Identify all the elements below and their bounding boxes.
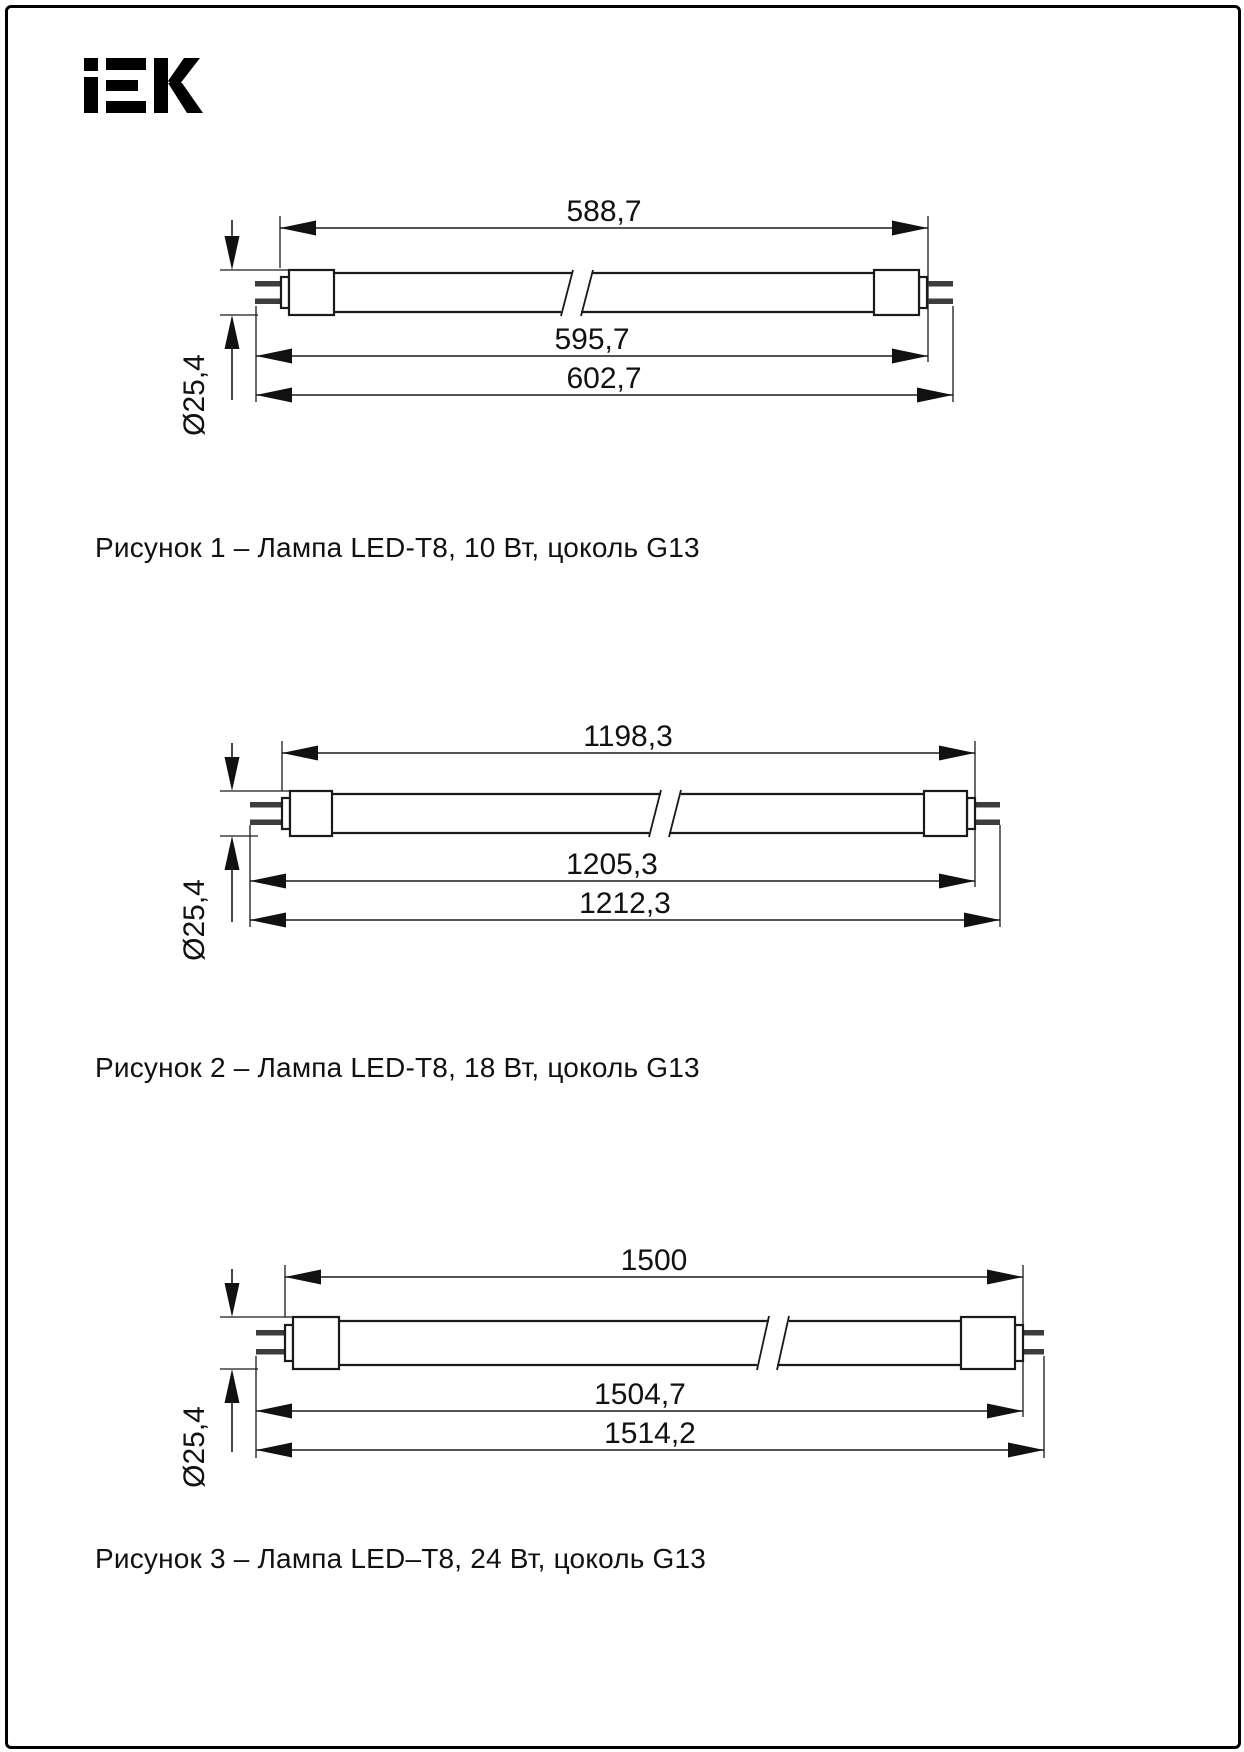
fig2-lamp xyxy=(250,790,1000,837)
fig2-diameter-value: Ø25,4 xyxy=(178,879,211,961)
figure-1-drawing xyxy=(140,180,1020,470)
fig3-dimension-diameter xyxy=(178,1269,240,1488)
figure-3-caption: Рисунок 3 – Лампа LED–T8, 24 Вт, цоколь G13 xyxy=(95,1543,707,1574)
fig2-dimension-middle xyxy=(250,848,975,889)
figure-2-drawing xyxy=(140,700,1060,1000)
fig1-cap-right xyxy=(874,270,919,315)
fig2-break-mark-icon xyxy=(649,790,681,837)
figure-2-caption: Рисунок 2 – Лампа LED-T8, 18 Вт, цоколь G13 xyxy=(95,1052,700,1083)
fig3-pin-left-top xyxy=(256,1330,287,1336)
fig2-dim-top-value: 1198,3 xyxy=(583,720,673,753)
fig2-cap-left-lip xyxy=(282,798,290,829)
fig3-dimension-top xyxy=(285,1244,1023,1285)
fig3-pin-right-bottom xyxy=(1022,1349,1044,1355)
fig2-cap-right-lip xyxy=(967,798,975,829)
fig2-dimension-top xyxy=(282,720,975,761)
fig2-cap-right xyxy=(924,791,967,836)
fig1-dimension-diameter xyxy=(178,220,240,436)
fig1-dimension-middle xyxy=(256,323,928,364)
fig1-cap-left-lip xyxy=(281,277,289,308)
iek-logo xyxy=(82,58,204,114)
fig2-pin-right-bottom xyxy=(974,820,1000,826)
fig3-dim-top-value: 1500 xyxy=(620,1244,688,1277)
fig1-pin-left-bottom xyxy=(255,299,283,305)
fig2-dimension-bottom xyxy=(250,887,1000,928)
fig2-pin-left-top xyxy=(250,802,283,808)
fig3-dim-mid-value: 1504,7 xyxy=(594,1378,686,1411)
fig1-cap-right-lip xyxy=(919,277,927,308)
fig3-dimension-bottom xyxy=(256,1417,1044,1458)
fig1-pin-right-bottom xyxy=(926,299,953,305)
figure-1-caption: Рисунок 1 – Лампа LED-T8, 10 Вт, цоколь G13 xyxy=(95,532,700,563)
fig3-dimension-middle xyxy=(256,1378,1023,1419)
fig1-dim-mid-value: 595,7 xyxy=(554,323,630,356)
fig3-pin-right-top xyxy=(1022,1330,1044,1336)
fig2-dim-bottom-value: 1212,3 xyxy=(579,887,671,920)
fig1-tube xyxy=(334,273,874,312)
fig1-dimension-bottom xyxy=(256,362,953,403)
fig3-tube xyxy=(339,1321,961,1365)
fig1-cap-left xyxy=(289,270,334,315)
fig2-dimension-diameter xyxy=(178,743,240,961)
fig2-dim-mid-value: 1205,3 xyxy=(566,848,658,881)
fig1-dimension-top xyxy=(280,195,928,236)
fig1-dim-top-value: 588,7 xyxy=(566,195,642,228)
fig1-diameter-value: Ø25,4 xyxy=(178,354,211,436)
fig1-lamp xyxy=(255,270,953,316)
fig1-pin-left-top xyxy=(255,281,283,287)
fig2-cap-left xyxy=(290,791,332,836)
figure-3-drawing xyxy=(140,1225,1100,1525)
fig3-break-mark-icon xyxy=(757,1316,789,1370)
fig3-cap-right-lip xyxy=(1015,1325,1023,1361)
fig1-pin-right-top xyxy=(926,281,953,287)
fig2-pin-right-top xyxy=(974,802,1000,808)
fig2-tube xyxy=(332,794,924,833)
fig3-cap-left xyxy=(293,1317,339,1369)
fig3-dim-bottom-value: 1514,2 xyxy=(604,1417,696,1450)
fig1-break-mark-icon xyxy=(561,270,593,316)
iek-logo-glyphs xyxy=(84,58,203,113)
fig3-pin-left-bottom xyxy=(256,1349,287,1355)
fig2-pin-left-bottom xyxy=(250,820,283,826)
fig1-dim-bottom-value: 602,7 xyxy=(566,362,642,395)
fig3-lamp xyxy=(256,1316,1044,1370)
fig3-diameter-value: Ø25,4 xyxy=(178,1406,211,1488)
fig3-cap-right xyxy=(961,1317,1015,1369)
fig3-cap-left-lip xyxy=(285,1325,293,1361)
